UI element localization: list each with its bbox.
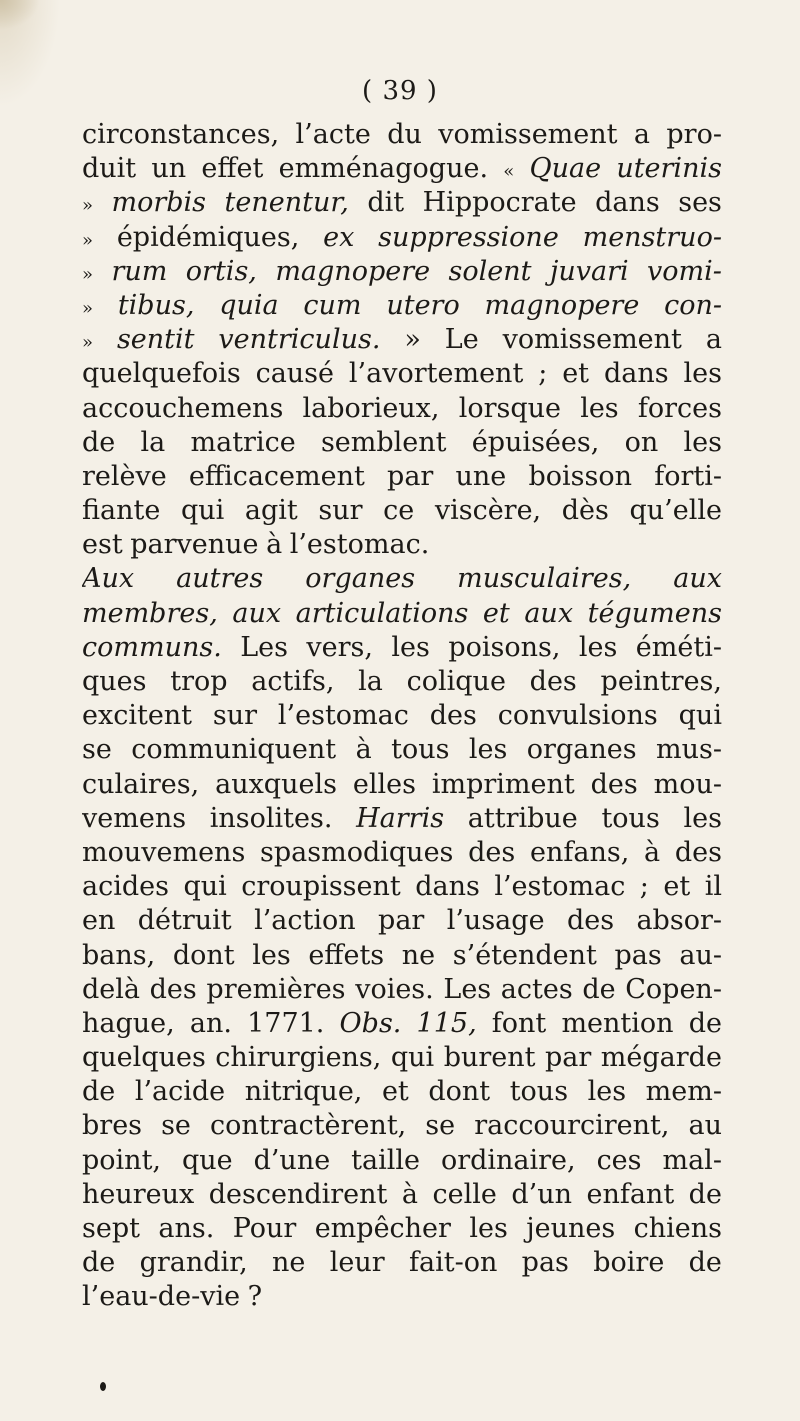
word: qui	[390, 1042, 435, 1074]
word: spasmodiques	[260, 836, 454, 868]
text-line	[82, 1007, 722, 1041]
word: forces	[637, 392, 722, 424]
word: effets	[308, 939, 385, 971]
text-line	[82, 597, 722, 631]
word: «	[503, 161, 515, 183]
word: de	[688, 1247, 722, 1279]
word: duit	[82, 153, 137, 185]
word: mouvemens	[82, 836, 246, 868]
word: Copen-	[625, 973, 722, 1005]
word: bres	[82, 1110, 143, 1142]
word: accouchemens	[82, 392, 284, 424]
word: Pour	[232, 1213, 297, 1244]
word: et	[663, 871, 691, 903]
word: font	[491, 1007, 547, 1039]
word: de	[82, 1247, 116, 1279]
word: l’action	[254, 905, 356, 937]
word: un	[151, 153, 187, 185]
word: premières	[206, 973, 346, 1005]
text-line	[82, 392, 722, 426]
word: parvenue	[130, 529, 259, 561]
word: ne	[401, 939, 436, 971]
word: à	[401, 1178, 418, 1210]
word: quelques	[82, 1042, 206, 1074]
word: autres	[176, 563, 264, 595]
text-line	[82, 904, 722, 938]
word: »	[82, 297, 94, 319]
word: laborieux,	[302, 392, 440, 424]
word: magnopere	[484, 289, 640, 321]
word: utero	[386, 289, 460, 321]
word: dès	[561, 495, 609, 527]
text-line	[82, 1041, 722, 1075]
word: efficacement	[188, 460, 365, 492]
word: une	[455, 460, 507, 492]
word: la	[358, 666, 383, 697]
word: se	[161, 1110, 191, 1142]
word: aux	[524, 597, 574, 629]
word: dans	[415, 871, 480, 903]
word: Harris	[356, 802, 445, 834]
word: mention	[561, 1007, 674, 1039]
word: les	[391, 631, 430, 663]
word: et	[381, 1076, 409, 1108]
word: grandir,	[139, 1247, 248, 1279]
word: enfans,	[529, 836, 630, 868]
word: qu’elle	[629, 495, 722, 527]
word: les	[587, 1076, 627, 1108]
word: actes	[500, 973, 573, 1005]
word: croupissent	[241, 871, 401, 903]
word: menstruo-	[582, 221, 722, 253]
word: ?	[247, 1281, 263, 1313]
text-line	[82, 528, 722, 562]
word: en	[82, 905, 116, 937]
word: trop	[170, 666, 228, 697]
word: mal-	[662, 1144, 722, 1176]
word: pas	[521, 1247, 569, 1279]
word: les	[578, 631, 618, 663]
word: et	[482, 597, 510, 629]
text-line	[82, 802, 722, 836]
word: dont	[172, 939, 235, 971]
word: mégarde	[600, 1042, 722, 1074]
word: chirurgiens,	[215, 1042, 382, 1074]
word: culaires,	[82, 768, 200, 800]
word: acides	[82, 871, 169, 903]
text-line	[82, 255, 722, 289]
word: épuisées,	[471, 426, 600, 458]
word: sentit	[116, 324, 195, 356]
word: boire	[593, 1247, 665, 1279]
text-line	[82, 289, 722, 323]
word: les	[468, 734, 508, 766]
word: voies.	[355, 973, 434, 1005]
word: »	[82, 332, 94, 354]
word: que	[181, 1144, 233, 1176]
word: des	[429, 700, 477, 732]
word: il	[704, 871, 722, 903]
text-line	[82, 460, 722, 494]
word: colique	[406, 666, 506, 697]
word: actifs,	[251, 666, 335, 697]
word: ventriculus.	[218, 324, 381, 356]
word: du	[387, 119, 422, 150]
word: par	[545, 1042, 592, 1074]
text-line	[82, 118, 722, 152]
word: ce	[383, 495, 415, 527]
word: organes	[305, 563, 416, 595]
word: attribue	[467, 802, 578, 834]
word: pro-	[666, 119, 722, 150]
word: taille	[351, 1144, 420, 1176]
text-line	[82, 221, 722, 255]
word: a	[633, 119, 650, 150]
word: épidémiques,	[116, 221, 300, 253]
word: »	[82, 263, 94, 285]
word: tous	[391, 734, 450, 766]
word: effet	[201, 153, 264, 185]
text-line	[82, 494, 722, 528]
word: se	[425, 1110, 456, 1142]
word: an.	[189, 1007, 232, 1039]
word: tous	[601, 802, 660, 834]
word: les	[683, 358, 722, 390]
word: forti-	[654, 460, 722, 492]
word: »	[82, 229, 94, 251]
word: dans	[595, 187, 660, 219]
word: ces	[596, 1144, 642, 1176]
word: l’estomac.	[289, 529, 430, 561]
word: est	[82, 529, 123, 561]
word: chiens	[633, 1213, 722, 1244]
text-line	[82, 1109, 722, 1143]
word: »	[82, 195, 94, 217]
text-line	[82, 1144, 722, 1178]
word: elles	[352, 768, 416, 800]
word: sur	[212, 700, 258, 732]
word: l’estomac	[277, 700, 409, 732]
word: ordinaire,	[440, 1144, 576, 1176]
word: semblent	[320, 426, 447, 458]
word: sept	[82, 1213, 140, 1244]
word: sur	[318, 495, 363, 527]
word: la	[140, 426, 166, 458]
word: hague,	[82, 1007, 175, 1039]
word: des	[674, 836, 722, 868]
word: l’avortement	[348, 358, 524, 390]
word: Le	[444, 324, 479, 356]
word: heureux	[82, 1178, 195, 1210]
word: celle	[432, 1178, 497, 1210]
word: vomissement	[502, 324, 682, 356]
word: aux	[232, 597, 282, 629]
word: ses	[678, 187, 722, 219]
text-line	[82, 768, 722, 802]
word: de	[82, 426, 116, 458]
word: éméti-	[635, 631, 722, 663]
word: l’usage	[446, 905, 545, 937]
word: quia	[219, 289, 279, 321]
text-line	[82, 152, 722, 186]
word: qui	[180, 495, 225, 527]
word: viscère,	[434, 495, 542, 527]
body-text	[82, 118, 722, 1315]
word: empêcher	[314, 1213, 451, 1244]
text-line	[82, 939, 722, 973]
word: détruit	[137, 905, 232, 937]
word: rum	[111, 255, 168, 287]
word: enfant	[586, 1178, 675, 1210]
word: d’une	[253, 1144, 331, 1176]
text-line	[82, 1178, 722, 1212]
word: à	[266, 529, 283, 561]
word: raccourcirent,	[474, 1110, 670, 1142]
ink-dot	[100, 1382, 106, 1391]
text-line	[82, 1246, 722, 1280]
word: peintres,	[600, 666, 722, 697]
word: ans.	[158, 1213, 215, 1244]
word: des	[590, 768, 638, 800]
word: »	[404, 324, 421, 356]
word: les	[683, 426, 722, 458]
word: Les	[240, 631, 288, 663]
word: ne	[272, 1247, 306, 1279]
word: membres,	[82, 597, 218, 629]
word: lorsque	[458, 392, 561, 424]
word: excitent	[82, 700, 193, 732]
word: leur	[329, 1247, 385, 1279]
word: relève	[82, 460, 167, 492]
word: agit	[244, 495, 298, 527]
word: point,	[82, 1144, 161, 1176]
word: tous	[509, 1076, 569, 1108]
word: auxquels	[215, 768, 337, 800]
word: fiante	[82, 495, 161, 527]
word: 115,	[416, 1007, 477, 1039]
word: absor-	[636, 905, 722, 937]
word: de	[82, 1076, 116, 1108]
word: les	[683, 802, 722, 834]
word: mem-	[645, 1076, 722, 1108]
word: tenentur,	[224, 187, 349, 219]
word: juvari	[549, 255, 629, 287]
word: causé	[255, 358, 335, 390]
word: ortis,	[185, 255, 257, 287]
text-line	[82, 1280, 722, 1314]
word: des	[529, 666, 577, 697]
word: d’un	[511, 1178, 572, 1210]
word: par	[387, 460, 434, 492]
word: l’eau-de-vie	[82, 1281, 241, 1313]
word: l’estomac	[494, 871, 626, 903]
word: vemens	[82, 802, 187, 834]
word: les	[469, 1213, 508, 1244]
word: l’acte	[295, 119, 371, 150]
text-line	[82, 631, 722, 665]
word: emménagogue.	[278, 153, 489, 185]
word: Aux	[82, 563, 135, 595]
word: burent	[443, 1042, 536, 1074]
word: cum	[303, 289, 362, 321]
word: insolites.	[209, 802, 333, 834]
word: uterinis	[616, 153, 722, 185]
word: par	[378, 905, 425, 937]
word: magnopere	[275, 255, 431, 287]
text-line	[82, 973, 722, 1007]
word: poisons,	[448, 631, 561, 663]
word: ex	[323, 221, 355, 253]
text-line	[82, 562, 722, 596]
word: de	[688, 1178, 722, 1210]
word: qui	[183, 871, 227, 903]
text-line	[82, 426, 722, 460]
word: con-	[664, 289, 722, 321]
text-line	[82, 870, 722, 904]
word: descendirent	[208, 1178, 388, 1210]
word: au	[688, 1110, 722, 1142]
word: communiquent	[131, 734, 337, 766]
word: solent	[448, 255, 532, 287]
word: communs.	[82, 631, 222, 663]
page-number: ( 39 )	[362, 76, 438, 106]
word: ;	[538, 358, 548, 390]
word: à	[644, 836, 661, 868]
word: de	[582, 973, 616, 1005]
text-line	[82, 665, 722, 699]
word: pas	[614, 939, 662, 971]
word: convulsions	[497, 700, 658, 732]
word: au-	[679, 939, 722, 971]
word: organes	[526, 734, 637, 766]
word: on	[624, 426, 659, 458]
word: Hippocrate	[422, 187, 577, 219]
word: des	[149, 973, 197, 1005]
word: vers,	[306, 631, 373, 663]
word: tibus,	[117, 289, 195, 321]
text-line	[82, 1075, 722, 1109]
text-line	[82, 186, 722, 220]
word: s’étendent	[452, 939, 597, 971]
text-line	[82, 699, 722, 733]
word: vomissement	[438, 119, 618, 150]
word: mus-	[656, 734, 722, 766]
word: ques	[82, 666, 147, 697]
word: l’acide	[134, 1076, 226, 1108]
word: Quae	[529, 153, 602, 185]
word: aux	[673, 563, 722, 595]
word: nitrique,	[244, 1076, 363, 1108]
text-line	[82, 357, 722, 391]
word: circonstances,	[82, 119, 280, 150]
word: contractèrent,	[209, 1110, 407, 1142]
text-line	[82, 836, 722, 870]
word: morbis	[111, 187, 207, 219]
paper-stain	[0, 0, 40, 30]
word: mou-	[653, 768, 722, 800]
word: des	[468, 836, 516, 868]
word: les	[252, 939, 291, 971]
word: vomi-	[647, 255, 722, 287]
word: 1771.	[247, 1007, 325, 1039]
word: bans,	[82, 939, 156, 971]
word: des	[566, 905, 615, 937]
word: impriment	[431, 768, 575, 800]
word: jeunes	[526, 1213, 616, 1244]
word: quelquefois	[82, 358, 241, 390]
text-line	[82, 323, 722, 357]
word: Obs.	[339, 1007, 402, 1039]
word: matrice	[190, 426, 296, 458]
word: se	[82, 734, 112, 766]
word: tégumens	[587, 597, 722, 629]
word: Les	[443, 973, 492, 1005]
word: qui	[678, 700, 722, 732]
word: à	[355, 734, 372, 766]
word: articulations	[295, 597, 469, 629]
word: dont	[428, 1076, 491, 1108]
word: fait-on	[409, 1247, 498, 1279]
word: boisson	[528, 460, 633, 492]
word: les	[580, 392, 619, 424]
word: a	[705, 324, 722, 356]
word: suppressione	[378, 221, 559, 253]
word: ;	[639, 871, 649, 903]
word: dit	[367, 187, 405, 219]
text-line	[82, 733, 722, 767]
word: delà	[82, 973, 140, 1005]
text-line	[82, 1212, 722, 1246]
word: de	[688, 1007, 722, 1039]
word: et	[562, 358, 590, 390]
word: dans	[603, 358, 669, 390]
word: musculaires,	[457, 563, 632, 595]
